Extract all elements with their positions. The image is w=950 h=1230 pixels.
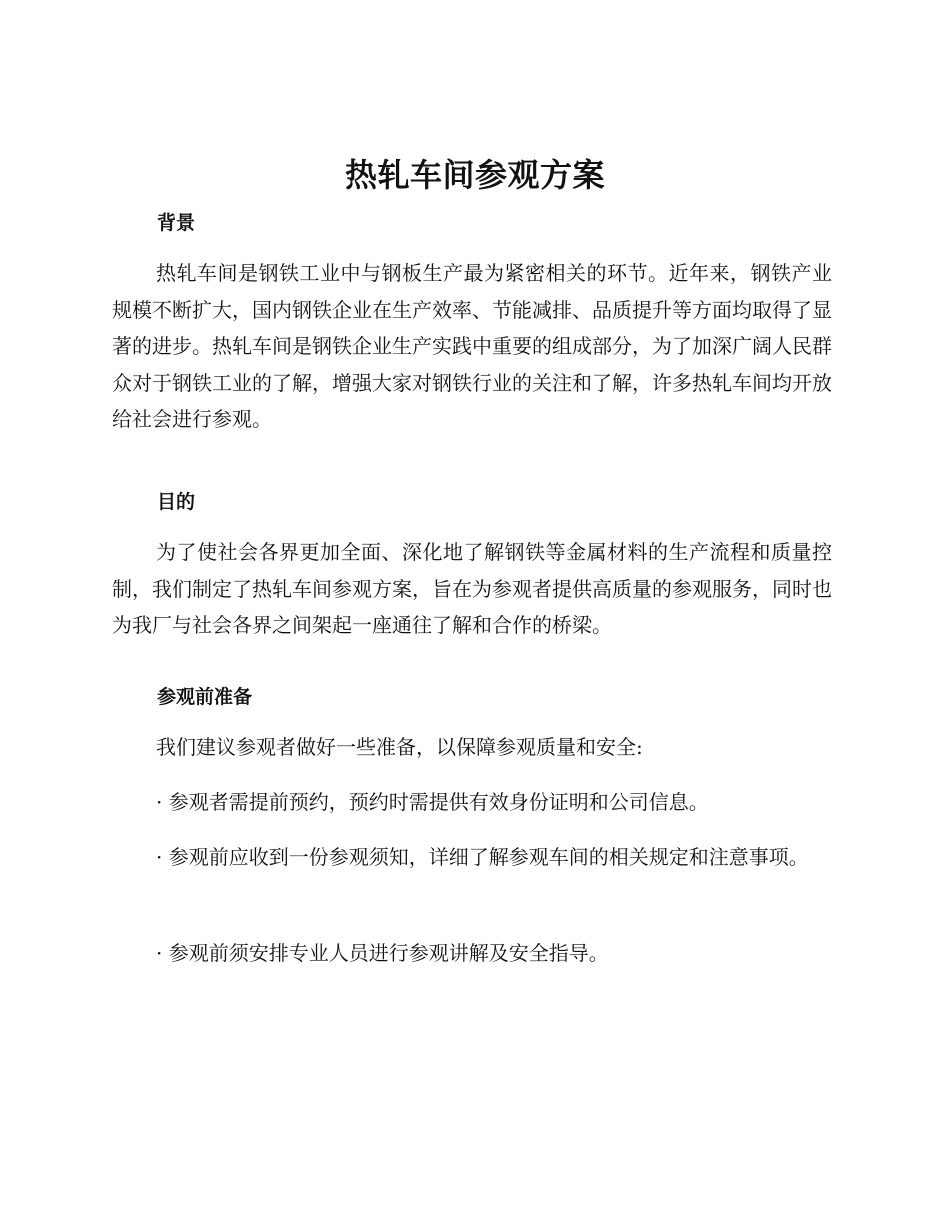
document-title: 热轧车间参观方案: [344, 156, 605, 194]
background-paragraph: 热轧车间是钢铁工业中与钢板生产最为紧密相关的环节。近年来，钢铁产业规模不断扩大，国内钢铁企业在生产效率、节能减排、品质提升等方面均取得了显著的进步。热轧车间是钢铁企业生产实践中重要的组成部分，为了加深广阔人民群众对于钢铁工业的了解，增强大家对钢铁行业的关注和了解，许多热轧车间均开放给社会进行参观。: [112, 261, 832, 431]
preparation-item: · 参观前须安排专业人员进行参观讲解及安全指导。: [156, 941, 609, 965]
preparation-item: · 参观前应收到一份参观须知，详细了解参观车间的相关规定和注意事项。: [156, 845, 809, 869]
section-heading-preparation: 参观前准备: [157, 686, 253, 708]
purpose-paragraph: 为了使社会各界更加全面、深化地了解钢铁等金属材料的生产流程和质量控制，我们制定了热轧车间参观方案，旨在为参观者提供高质量的参观服务，同时也为我厂与社会各界之间架起一座通往了解和合作的桥梁。: [112, 540, 832, 637]
preparation-item: · 参观者需提前预约，预约时需提供有效身份证明和公司信息。: [156, 790, 709, 814]
preparation-intro: 我们建议参观者做好一些准备，以保障参观质量和安全:: [156, 735, 643, 759]
section-heading-purpose: 目的: [157, 491, 196, 513]
section-heading-background: 背景: [157, 212, 196, 234]
